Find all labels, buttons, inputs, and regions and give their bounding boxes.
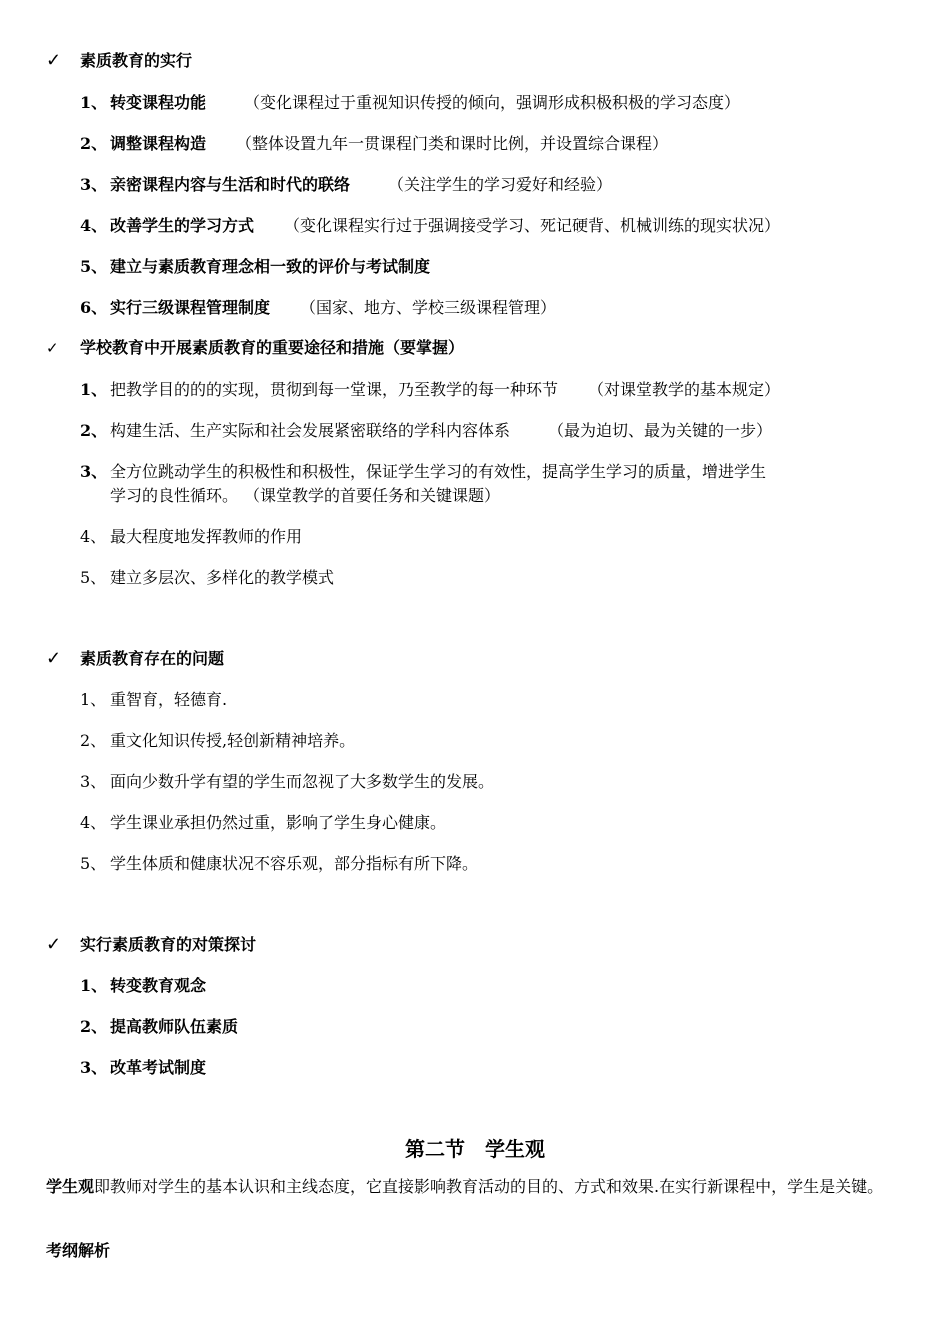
item-number: 3、 <box>80 1058 108 1077</box>
section-title: 素质教育存在的问题 <box>80 649 225 668</box>
item-number: 1、 <box>80 690 107 709</box>
item-text: 重智育，轻德育. <box>110 690 228 709</box>
item-note: （课堂教学的首要任务和关键课题） <box>252 486 501 505</box>
item-number: 1、 <box>80 380 108 399</box>
item-number: 2、 <box>80 1017 108 1036</box>
item-text: 转变教育观念 <box>110 976 207 995</box>
item-number: 2、 <box>80 421 108 440</box>
check-icon: ✓ <box>46 648 62 669</box>
term-bold: 学生观 <box>46 1177 95 1196</box>
list-item <box>110 92 740 114</box>
item-note: （整体设置九年一贯课程门类和课时比例，并设置综合课程） <box>236 134 669 153</box>
item-text: 全方位跳动学生的积极性和积极性，保证学生学习的有效性，提高学生学习的质量，增进学生 <box>110 462 767 481</box>
item-number: 5、 <box>80 568 107 587</box>
item-number: 4、 <box>80 813 107 832</box>
item-note: （关注学生的学习爱好和经验） <box>388 175 613 194</box>
item-number: 4、 <box>80 216 108 235</box>
item-number: 3、 <box>80 772 107 791</box>
list-item <box>110 174 612 196</box>
check-icon: ✓ <box>46 339 59 357</box>
item-number: 6、 <box>80 298 108 317</box>
item-number: 3、 <box>80 462 108 481</box>
item-text: 学生体质和健康状况不容乐观，部分指标有所下降。 <box>110 854 479 873</box>
item-text: 改革考试制度 <box>110 1058 207 1077</box>
item-text-continued: 学习的良性循环。 <box>110 486 239 505</box>
item-note: （国家、地方、学校三级课程管理） <box>300 298 557 317</box>
item-number: 1、 <box>80 976 108 995</box>
list-item <box>110 297 556 319</box>
item-text: 学生课业承担仍然过重，影响了学生身心健康。 <box>110 813 447 832</box>
item-text: 调整课程构造 <box>110 134 207 153</box>
section-title: 实行素质教育的对策探讨 <box>80 935 257 954</box>
list-item <box>110 420 772 442</box>
item-number: 5、 <box>80 257 108 276</box>
list-item <box>110 485 500 507</box>
item-note: （最为迫切、最为关键的一步） <box>548 421 773 440</box>
item-number: 5、 <box>80 854 107 873</box>
item-text: 建立与素质教育理念相一致的评价与考试制度 <box>110 257 431 276</box>
item-text: 提高教师队伍素质 <box>110 1017 239 1036</box>
item-note: （变化课程过于重视知识传授的倾向，强调形成积极积极的学习态度） <box>244 93 741 112</box>
item-text: 改善学生的学习方式 <box>110 216 255 235</box>
check-icon: ✓ <box>46 50 62 71</box>
item-text: 实行三级课程管理制度 <box>110 298 271 317</box>
item-number: 3、 <box>80 175 108 194</box>
section-title: 素质教育的实行 <box>80 51 193 70</box>
item-text: 最大程度地发挥教师的作用 <box>110 527 303 546</box>
item-number: 1、 <box>80 93 108 112</box>
list-item <box>110 379 780 401</box>
item-text: 构建生活、生产实际和社会发展紧密联络的学科内容体系 <box>110 421 511 440</box>
item-number: 4、 <box>80 527 107 546</box>
item-note: （变化课程实行过于强调接受学习、死记硬背、机械训练的现实状况） <box>284 216 781 235</box>
item-text: 建立多层次、多样化的教学模式 <box>110 568 335 587</box>
item-number: 2、 <box>80 731 107 750</box>
check-icon: ✓ <box>46 934 62 955</box>
list-item <box>110 133 668 155</box>
paragraph-text: 即教师对学生的基本认识和主线态度，它直接影响教育活动的目的、方式和效果.在实行新课程中，学生是关键。 <box>94 1177 884 1196</box>
body-paragraph <box>46 1175 906 1199</box>
item-text: 重文化知识传授,轻创新精神培养。 <box>110 731 356 750</box>
item-text: 面向少数升学有望的学生而忽视了大多数学生的发展。 <box>110 772 495 791</box>
item-text: 亲密课程内容与生活和时代的联络 <box>110 175 351 194</box>
chapter-heading: 第二节 学生观 <box>405 1137 545 1161</box>
item-text: 转变课程功能 <box>110 93 207 112</box>
list-item <box>110 215 780 237</box>
subheading: 考纲解析 <box>46 1241 111 1260</box>
section-title: 学校教育中开展素质教育的重要途径和措施（要掌握） <box>80 338 465 357</box>
item-note: （对课堂教学的基本规定） <box>588 380 781 399</box>
item-number: 2、 <box>80 134 108 153</box>
item-text: 把教学目的的的实现，贯彻到每一堂课，乃至教学的每一种环节 <box>110 380 559 399</box>
